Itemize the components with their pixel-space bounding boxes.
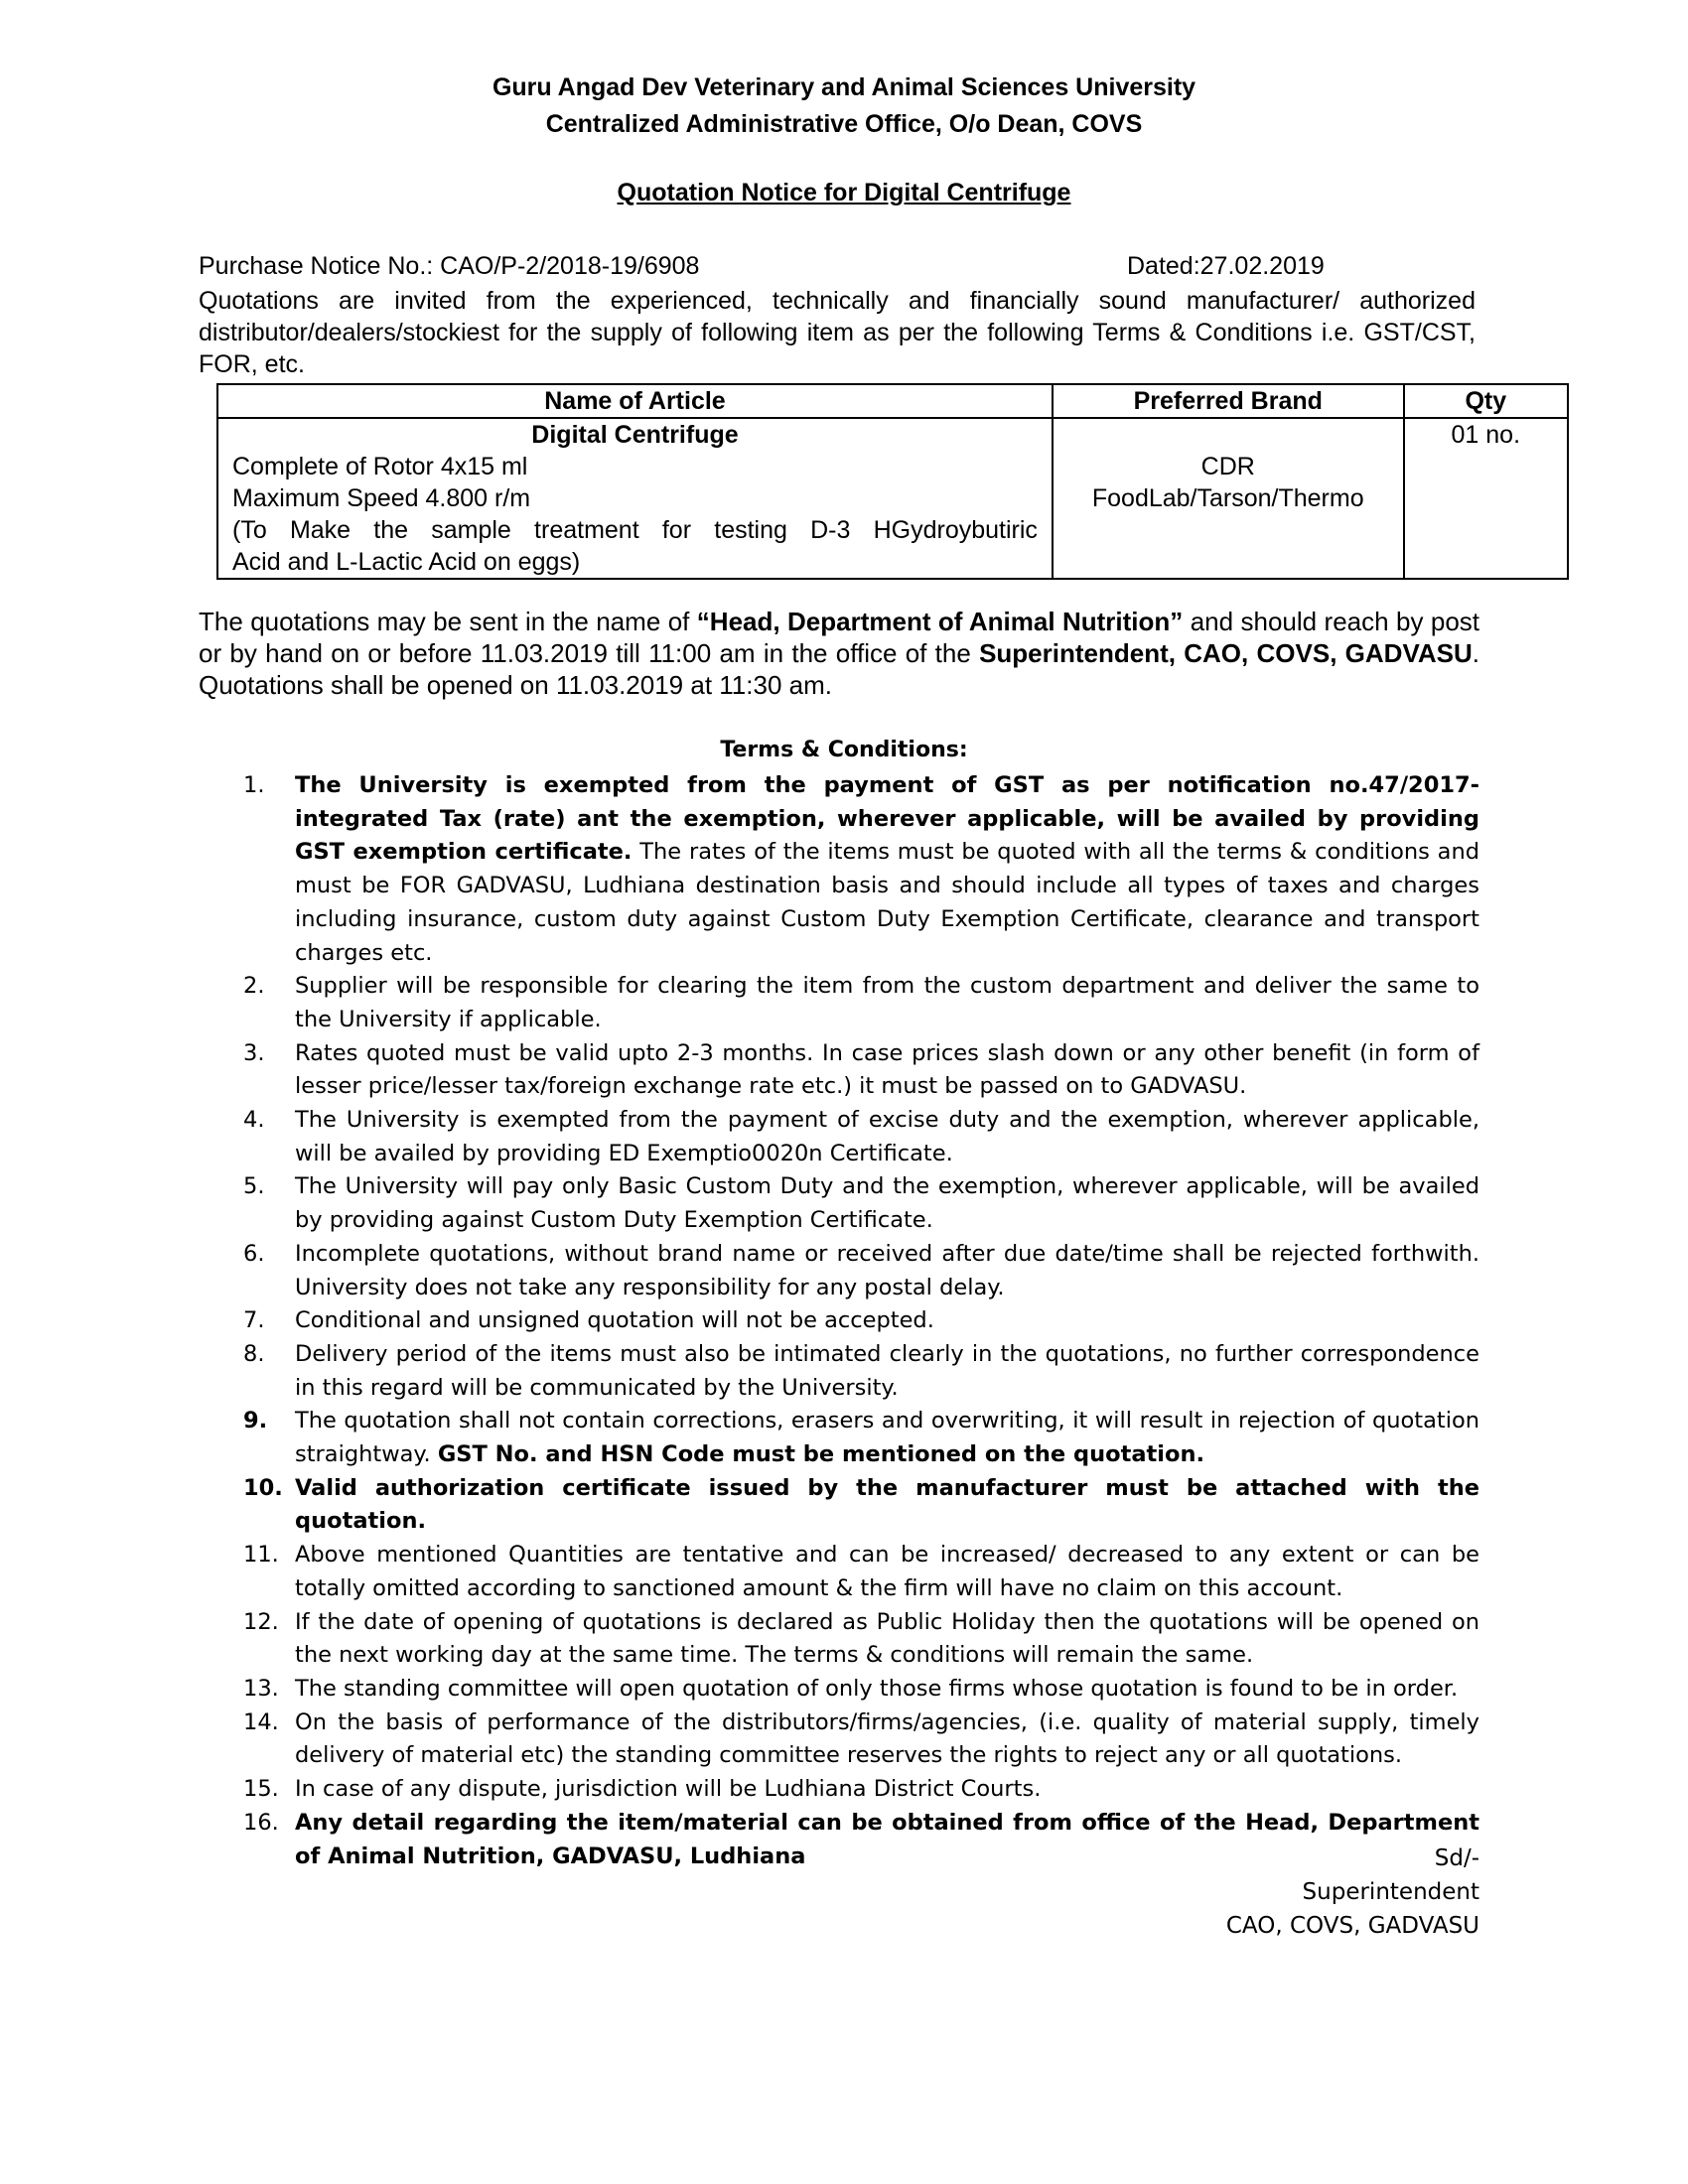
term-text: The rates of the items must be quoted with all the terms & conditions and must be FOR GADVASU, Ludhiana destination basis and should include all types of taxes and charges including insurance, custom duty against Custom Duty Exemption Certificate, clearance and transport charges etc. [295,839,1479,966]
term-text: Rates quoted must be valid upto 2-3 months. In case prices slash down or any other benefit (in form of lesser price/lesser tax/foreign exchange rate etc.) it must be passed on to GADVASU. [295,1039,1479,1100]
term-item [243,1037,1479,1104]
term-number: 6. [243,1240,265,1267]
article-line: Complete of Rotor 4x15 ml [232,453,528,480]
term-number: 4. [243,1107,265,1134]
term-number: 15. [243,1776,279,1803]
term-text: Incomplete quotations, without brand name or received after due date/time shall be rejected forthwith. University does not take any responsibility for any postal delay. [295,1240,1479,1300]
notice-date: Dated:27.02.2019 [1127,252,1325,280]
brand-line: FoodLab/Tarson/Thermo [1091,484,1364,512]
term-item [243,1304,1479,1338]
term-bold-text: Valid authorization certificate issued by the manufacturer must be attached with the quotation. [295,1474,1479,1535]
term-item [243,1170,1479,1237]
term-item [243,1673,1479,1706]
term-number: 9. [243,1408,268,1434]
term-number: 1. [243,772,265,798]
term-number: 16. [243,1809,279,1836]
submission-paragraph [199,606,1479,701]
article-title: Digital Centrifuge [531,421,739,449]
term-item [243,1472,1479,1539]
term-item [243,769,1479,970]
term-number: 10. [243,1474,283,1501]
term-number: 14. [243,1708,279,1735]
terms-list [243,769,1479,1873]
term-item [243,1539,1479,1605]
purchase-notice-number: Purchase Notice No.: CAO/P-2/2018-19/6908 [199,252,700,280]
brand-cell [1053,418,1404,579]
addressee: “Head, Department of Animal Nutrition” [696,607,1184,636]
term-text: The standing committee will open quotation of only those firms whose quotation is found to be in order. [295,1675,1459,1702]
header-qty: Qty [1404,384,1568,418]
term-item [243,1606,1479,1673]
term-text: In case of any dispute, jurisdiction will be Ludhiana District Courts. [295,1776,1042,1803]
term-bold-text: Any detail regarding the item/material can be obtained from office of the Head, Department of Animal Nutrition, GADVASU, Ludhiana [295,1809,1479,1869]
term-text: The quotation shall not contain corrections, erasers and overwriting, it will result in rejection of quotation straightway. [295,1408,1479,1468]
term-text: The University is exempted from the payment of excise duty and the exemption, wherever applicable, will be availed by providing ED Exemptio0020n Certificate. [295,1107,1479,1166]
article-cell [217,418,1053,579]
term-number: 11. [243,1542,279,1569]
header-name-of-article: Name of Article [217,384,1053,418]
header-preferred-brand: Preferred Brand [1053,384,1404,418]
article-line: Acid and L-Lactic Acid on eggs) [232,548,581,576]
term-number: 8. [243,1340,265,1367]
term-number: 3. [243,1039,265,1066]
term-text: The University will pay only Basic Custom Duty and the exemption, wherever applicable, will be availed by providing against Custom Duty Exemption Certificate. [295,1173,1479,1234]
term-item [243,1104,1479,1170]
office-name: Centralized Administrative Office, O/o Dean, COVS [545,110,1143,138]
letterhead [0,69,1688,143]
submission-text: The quotations may be sent in the name of [199,607,697,636]
term-item [243,1338,1479,1405]
office-addressee: Superintendent, CAO, COVS, GADVASU [979,638,1473,668]
term-text: Above mentioned Quantities are tentative and can be increased/ decreased to any extent or can be totally omitted according to sanctioned amount & the firm will have no claim on this account. [295,1542,1479,1601]
submission-text: . Quotations shall be opened on 11.03.2019 at 11:30 am. [199,638,1479,700]
term-bold-text: The University is exempted from the payment of GST as per notification no.47/2017-integrated Tax (rate) ant the exemption, wherever applicable, will be availed by providing GST exemption certificate. [295,772,1479,866]
term-text: If the date of opening of quotations is declared as Public Holiday then the quotations will be opened on the next working day at the same time. The terms & conditions will remain the same. [295,1608,1479,1669]
term-text: Conditional and unsigned quotation will not be accepted. [295,1307,934,1334]
items-table [216,383,1569,580]
signature-sd: Sd/- [1434,1845,1479,1871]
table-header-row [217,384,1568,418]
term-item [243,970,1479,1036]
table-row [217,418,1568,579]
university-name: Guru Angad Dev Veterinary and Animal Sciences University [492,73,1196,101]
intro-paragraph: Quotations are invited from the experienced, technically and financially sound manufacturer/ authorized distributor/dealers/stockiest for the supply of following item as per the following Terms & Conditions i.e. GST/CST, FOR, etc. [199,287,1476,378]
term-item [243,1706,1479,1773]
term-number: 12. [243,1608,279,1635]
notice-title: Quotation Notice for Digital Centrifuge [617,179,1071,206]
term-number: 2. [243,973,265,1000]
signature-office: CAO, COVS, GADVASU [1225,1913,1479,1939]
submission-text: and should reach by post or by hand on or before 11.03.2019 till 11:00 am in the office of the [199,607,1479,668]
term-item [243,1238,1479,1304]
term-number: 7. [243,1307,265,1334]
term-text: On the basis of performance of the distributors/firms/agencies, (i.e. quality of material supply, timely delivery of material etc) the standing committee reserves the rights to reject any or all quotations. [295,1708,1479,1769]
term-item [243,1405,1479,1471]
article-line: (To Make the sample treatment for testing D-3 HGydroybutiric [232,516,1038,544]
term-bold-after: GST No. and HSN Code must be mentioned on the quotation. [437,1441,1205,1468]
term-text: Delivery period of the items must also be intimated clearly in the quotations, no further correspondence in this regard will be communicated by the University. [295,1340,1479,1401]
signature-block [1226,1842,1479,1943]
article-line: Maximum Speed 4.800 r/m [232,484,531,512]
term-item [243,1773,1479,1807]
term-text: Supplier will be responsible for clearing the item from the custom department and deliver the same to the University if applicable. [295,973,1479,1032]
qty-cell: 01 no. [1404,418,1568,579]
term-number: 5. [243,1173,265,1200]
brand-line: CDR [1200,453,1255,480]
term-number: 13. [243,1675,279,1702]
terms-heading: Terms & Conditions: [720,738,968,762]
signature-designation: Superintendent [1302,1879,1479,1905]
